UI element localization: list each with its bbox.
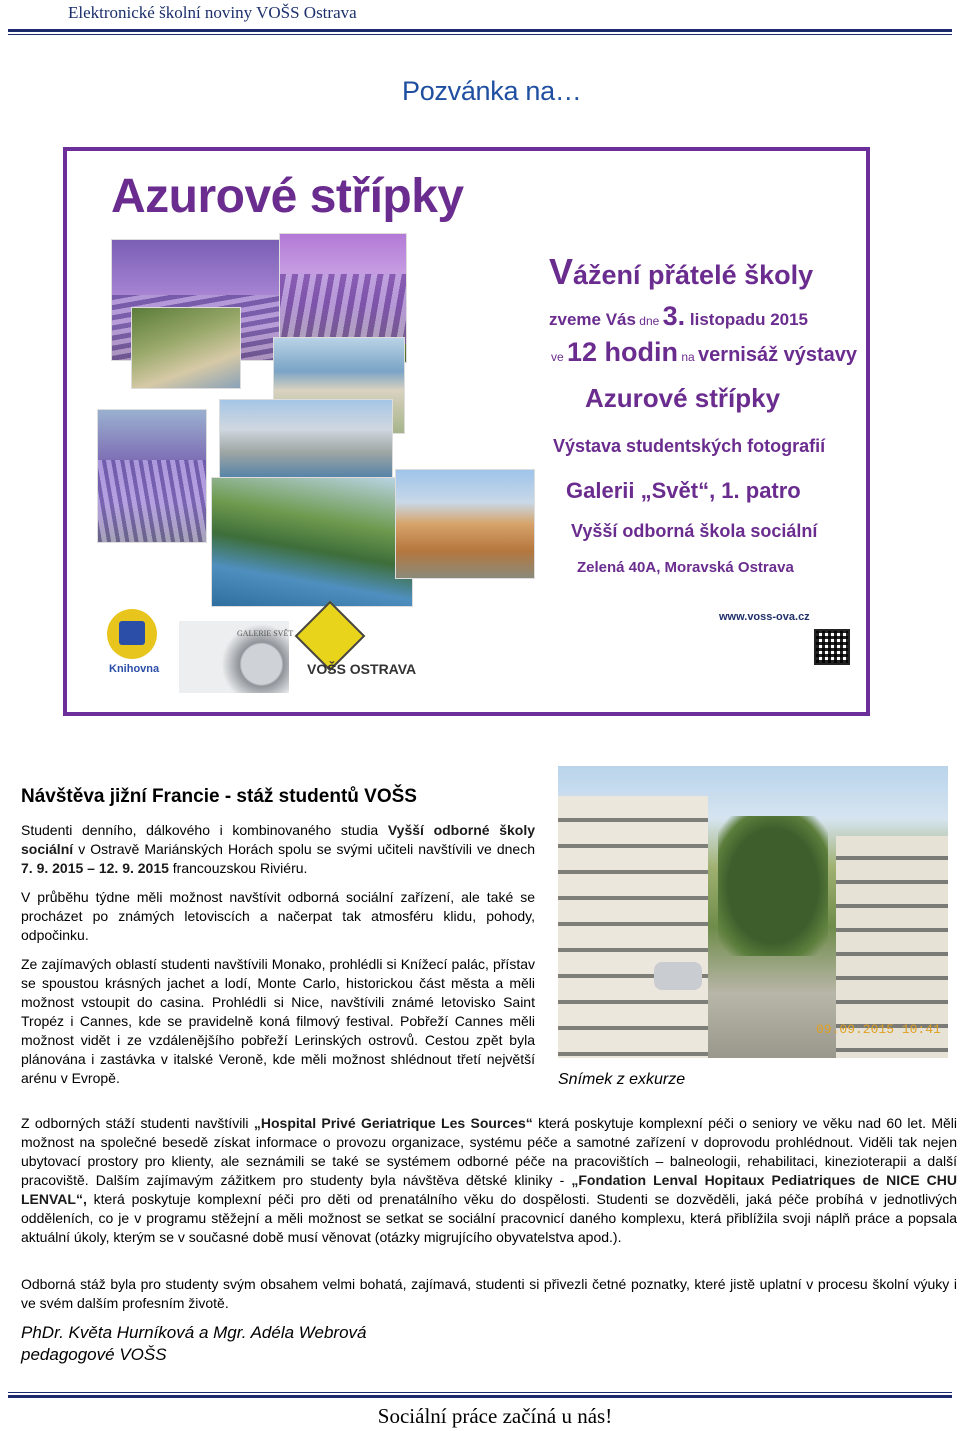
- poster-greeting: Vážení přátelé školy: [549, 251, 814, 292]
- photo-timestamp: 09.09.2015 10:41: [816, 1022, 941, 1037]
- footer-slogan: Sociální práce začíná u nás!: [377, 1404, 613, 1428]
- poster-title: Azurové střípky: [111, 170, 464, 223]
- article-paragraph-intro: Studenti denního, dálkového i kombinovaného studia Vyšší odborné školy sociální v Ostravě Mariánských Horách spolu se svými učiteli navštívili ve dnech 7. 9. 2015 – 12. 9. 2015 francouzskou Riviéru.: [21, 822, 535, 876]
- header-divider: [8, 29, 952, 35]
- excursion-photo: [558, 766, 948, 1058]
- article-paragraph-conclusion: Odborná stáž byla pro studenty svým obsahem velmi bohatá, zajímavá, studenti si přivezli četné poznatky, které jistě uplatní v procesu školní výuky i ve svém dalším profesním životě.: [21, 1276, 957, 1311]
- poster-date: zveme Vás dne 3. listopadu 2015: [549, 301, 809, 331]
- car: [654, 962, 702, 990]
- poster-website: www.voss-ova.cz: [719, 611, 810, 623]
- poster-venue: Galerii „Svět“, 1. patro: [566, 478, 801, 503]
- poster-exhibition-name: Azurové střípky: [585, 383, 781, 413]
- newspaper-header: Elektronické školní noviny VOŠS Ostrava: [68, 3, 357, 22]
- author-names: PhDr. Květa Hurníková a Mgr. Adéla Webrová: [21, 1323, 367, 1342]
- library-logo-text: Knihovna: [109, 663, 160, 675]
- poster-address: Zelená 40A, Moravská Ostrava: [577, 559, 794, 576]
- qr-code-icon: [814, 629, 850, 665]
- book-icon: [119, 621, 145, 645]
- article-paragraph-sights: Ze zajímavých oblastí studenti navštívili Monako, prohlédli si Knížecí palác, přístav se spoustou krásných jachet a lodí, Monte Carlo, historickou část města a měli možnost vstoupit do casina. Prohlédli si Nice, navštívili známé letovisko Saint Tropéz i Cannes, kde se pravidelně koná filmový festival. Pobřeží Cannes měli možnost vidět i ze vzdálenějšího pobřeží Lerinských ostrovů. Cestou zpět byla plánována i zastávka v italské Veroně, kde měli možnost shlédnout třetí největší arénu v Evropě.: [21, 956, 535, 1086]
- invitation-title: Pozvánka na…: [402, 76, 582, 106]
- photo-caption: Snímek z exkurze: [558, 1071, 686, 1088]
- poster-time: ve 12 hodin na vernisáž výstavy: [551, 337, 858, 367]
- building-left: [558, 796, 708, 1058]
- poster-exhibition-type: Výstava studentských fotografií: [553, 436, 826, 456]
- article-title: Návštěva jižní Francie - stáž studentů VOŠS: [21, 786, 417, 807]
- voss-logo-text: VOŠS OSTRAVA: [307, 661, 417, 677]
- village-photo: [131, 307, 241, 389]
- gallery-logo-text: GALERIE SVĚT: [237, 629, 294, 638]
- author-role: pedagogové VOŠS: [21, 1345, 167, 1364]
- exhibition-poster: [63, 147, 870, 716]
- article-paragraph-week: V průběhu týdne měli možnost navštívit odborná sociální zařízení, ale také se procházet po známých letoviscích a načerpat tak atmosféru klidu, pohody, odpočinku.: [21, 889, 535, 943]
- footer-divider: [8, 1392, 952, 1398]
- tree: [718, 816, 828, 956]
- lavender-bush-photo: [97, 409, 207, 543]
- city-square-photo: [395, 469, 535, 579]
- poster-school: Vyšší odborná škola sociální: [571, 521, 818, 541]
- article-paragraph-internships: Z odborných stáží studenti navštívili „Hospital Privé Geriatrique Les Sources“ která poskytuje komplexní péči o seniory ve věku nad 60 let. Měli možnost na společné besedě získat informace o provozu organizace, systému péče a samotné zařízení v doprovodu prohlédnout. Viděli tak nejen ubytovací prostory pro klienty, ale seznámili se také se systémem odborné péče na pracovištích – balneologii, rehabilitaci, kinezioterapii a další pracoviště. Dalším zajímavým zážitkem pro studenty byla návštěva dětské kliniky - „Fondation Lenval Hopitaux Pediatriques de NICE CHU LENVAL“, která poskytuje komplexní péči pro děti od prenatálního věku do dospělosti. Studenti se dozvěděli, jaká péče probíhá v jednotlivých odděleních, co je v programu stěžejní a měli možnost se setkat se sociální pracovnicí daného komplexu, která přiblížila svoji náplň práce a popsala aktuální úkoly, kterým se v současné době musí věnovat (otázky migrujícího obyvatelstva apod.).: [21, 1115, 957, 1245]
- coast-bay-photo: [211, 477, 413, 607]
